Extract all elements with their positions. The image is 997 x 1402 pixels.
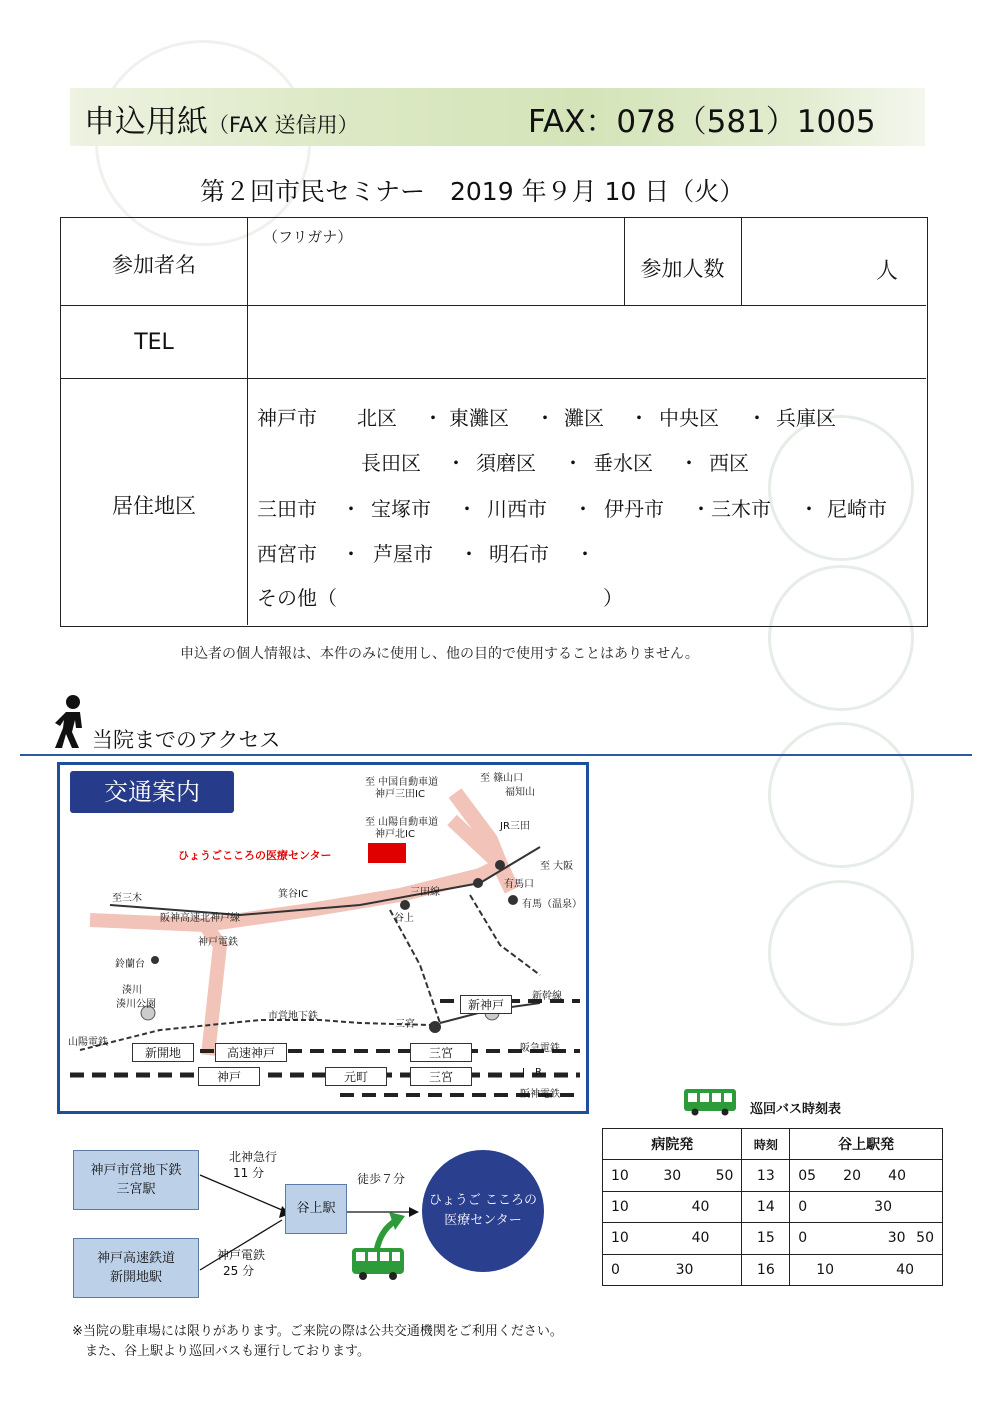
option-other-close: ） — [603, 586, 623, 610]
minute-cell: 40 — [691, 1198, 710, 1215]
hour-cell: 13 — [742, 1160, 790, 1191]
map-label: 至 中国自動車道 — [365, 777, 439, 788]
map-label: 福知山 — [505, 787, 535, 798]
option-city[interactable]: 三田市 — [257, 497, 317, 521]
tanigami-station: 谷上駅 — [285, 1184, 347, 1234]
row-divider — [61, 305, 926, 306]
option-city[interactable]: 芦屋市 — [373, 542, 433, 566]
minute-cell: 10 — [816, 1261, 835, 1278]
separator: ・ — [679, 451, 699, 475]
background-circle — [768, 722, 914, 868]
map-label: 鈴蘭台 — [115, 959, 145, 970]
map-label: 有馬口 — [504, 879, 534, 890]
header-hour: 時刻 — [742, 1129, 790, 1160]
minute-cell: 40 — [691, 1230, 710, 1247]
map-label: 市営地下鉄 — [268, 1011, 318, 1022]
map-station: 新神戸 — [460, 995, 512, 1014]
option-ward[interactable]: 須磨区 — [476, 451, 536, 475]
participant-count-field[interactable] — [745, 222, 875, 302]
option-city[interactable]: 明石市 — [489, 542, 549, 566]
map-label: 至 大阪 — [540, 861, 574, 872]
privacy-note: 申込者の個人情報は、本件のみに使用し、他の目的で使用することはありません。 — [180, 646, 699, 662]
map-label: 山陽電鉄 — [68, 1037, 108, 1048]
hour-cell: 14 — [742, 1191, 790, 1222]
access-title: 当院までのアクセス — [92, 728, 281, 752]
separator: ・ — [691, 497, 711, 521]
access-divider — [20, 754, 972, 756]
furigana-label: （フリガナ） — [263, 228, 353, 246]
minute-cell: 30 — [887, 1230, 906, 1247]
minute-cell: 10 — [611, 1230, 629, 1247]
option-ward[interactable]: 灘区 — [564, 406, 604, 430]
hospital-destination: ひょうご こころの 医療センター — [422, 1150, 544, 1272]
map-label: JR三田 — [500, 821, 530, 832]
minute-cell: 20 — [843, 1167, 861, 1184]
map-title: 交通案内 — [70, 771, 234, 813]
footnote — [72, 1322, 563, 1362]
participant-name-field[interactable] — [251, 248, 621, 302]
minute-cell: 0 — [798, 1230, 808, 1247]
option-ward[interactable]: 兵庫区 — [776, 406, 836, 430]
seminar-title: 第２回市民セミナー 2019 年９月 10 日（火） — [200, 177, 745, 206]
minute-cell: 50 — [916, 1230, 934, 1247]
map-label: 神戸三田IC — [375, 789, 425, 800]
map-label: 三宮 — [395, 1019, 415, 1030]
map-label: 至三木 — [112, 893, 142, 904]
map-label: 有馬（温泉） — [522, 899, 582, 910]
tel-field[interactable] — [251, 308, 921, 376]
map-label: 三田線 — [410, 887, 440, 898]
form-title — [84, 96, 359, 141]
route-diagram — [57, 1120, 589, 1310]
minute-cell: 30 — [663, 1167, 682, 1184]
separator: ・ — [575, 542, 595, 566]
other-area-field[interactable] — [351, 580, 601, 610]
map-label: 箕谷IC — [278, 889, 308, 900]
background-circle — [768, 880, 914, 1026]
map-label: 新幹線 — [532, 991, 562, 1002]
minute-cell: 10 — [611, 1198, 629, 1215]
minute-cell: 30 — [675, 1261, 694, 1278]
timetable-header-row — [603, 1129, 943, 1160]
map-station: 元町 — [325, 1067, 387, 1086]
option-city[interactable]: 伊丹市 — [604, 497, 664, 521]
map-station: 三宮 — [410, 1067, 472, 1086]
minute-cell: 10 — [611, 1167, 629, 1184]
minute-cell: 50 — [715, 1167, 734, 1184]
bus-timetable — [602, 1128, 943, 1286]
column-divider — [741, 218, 742, 305]
map-label: 湊川 — [122, 985, 142, 996]
origin-shinkaichi: 神戸高速鉄道 新開地駅 — [73, 1238, 199, 1298]
separator: ・ — [573, 497, 593, 521]
footnote-line: また、谷上駅より巡回バスも運行しております。 — [72, 1344, 370, 1359]
area-label: 居住地区 — [112, 494, 196, 518]
option-ward[interactable]: 垂水区 — [593, 451, 653, 475]
option-ward[interactable]: 中央区 — [659, 406, 719, 430]
participant-count-label: 参加人数 — [640, 257, 725, 281]
hour-cell: 16 — [742, 1254, 790, 1285]
application-form-table — [60, 217, 928, 627]
bus-icon — [682, 1088, 738, 1116]
separator: ・ — [457, 497, 477, 521]
origin-sannomiya: 神戸市営地下鉄 三宮駅 — [73, 1150, 199, 1210]
header-station-departure: 谷上駅発 — [790, 1129, 943, 1160]
minute-cell: 40 — [896, 1261, 914, 1278]
map-label: 湊川公園 — [116, 999, 156, 1010]
route-time-label: 11 分 — [233, 1166, 265, 1180]
fax-number: FAX：078（581）1005 — [528, 104, 876, 140]
form-title-sub: （FAX 送信用） — [208, 113, 359, 137]
route-line-label: 北神急行 — [229, 1150, 278, 1164]
map-station: 三宮 — [410, 1043, 472, 1062]
walking-person-icon — [52, 694, 92, 750]
map-station: 高速神戸 — [215, 1043, 287, 1062]
separator: ・ — [459, 542, 479, 566]
option-city[interactable]: 尼崎市 — [827, 497, 887, 521]
minute-cell: 40 — [888, 1167, 906, 1184]
walk-label: 徒歩７分 — [357, 1172, 406, 1186]
option-ward[interactable]: 長田区 — [361, 451, 421, 475]
participant-name-label: 参加者名 — [112, 253, 196, 277]
map-label: 阪急電鉄 — [520, 1043, 560, 1054]
option-city[interactable]: 川西市 — [487, 497, 547, 521]
option-city[interactable]: 宝塚市 — [371, 497, 431, 521]
access-map — [57, 762, 589, 1114]
map-label: 至 篠山口 — [480, 773, 524, 784]
row-divider — [61, 378, 926, 379]
map-label: 谷上 — [394, 913, 414, 924]
table-row — [603, 1254, 943, 1285]
table-row — [603, 1160, 943, 1191]
bus-timetable-caption: 巡回バス時刻表 — [750, 1102, 842, 1117]
separator: ・ — [341, 542, 361, 566]
hospital-map-label: ひょうごこころの医療センター — [178, 849, 332, 862]
separator: ・ — [799, 497, 819, 521]
minute-cell: 0 — [611, 1261, 620, 1278]
form-title-main: 申込用紙 — [84, 104, 208, 140]
table-row — [603, 1223, 943, 1254]
map-label: 阪神電鉄 — [520, 1089, 560, 1100]
minute-cell: 0 — [798, 1198, 808, 1215]
separator: ・ — [535, 406, 555, 430]
minute-cell: 05 — [798, 1167, 817, 1184]
column-divider — [247, 218, 248, 625]
separator: ・ — [563, 451, 583, 475]
footnote-line: ※当院の駐車場には限りがあります。ご来院の際は公共交通機関をご利用ください。 — [72, 1324, 563, 1339]
hour-cell: 15 — [742, 1223, 790, 1254]
participant-count-unit: 人 — [876, 259, 899, 284]
option-kobe-city[interactable]: 神戸市 — [257, 406, 317, 430]
separator: ・ — [629, 406, 649, 430]
table-row — [603, 1191, 943, 1222]
map-label: 神戸電鉄 — [198, 937, 238, 948]
map-station: 神戸 — [198, 1067, 260, 1086]
map-label: J R — [522, 1067, 542, 1078]
map-label: 阪神高速北神戸線 — [160, 913, 240, 924]
option-ward[interactable]: 西区 — [709, 451, 749, 475]
separator: ・ — [341, 497, 361, 521]
map-station: 新開地 — [132, 1043, 194, 1062]
option-ward[interactable]: 東灘区 — [449, 406, 509, 430]
minute-cell: 30 — [874, 1198, 892, 1215]
separator: ・ — [446, 451, 466, 475]
separator: ・ — [423, 406, 443, 430]
header-hospital-departure: 病院発 — [603, 1129, 742, 1160]
option-other-label[interactable]: その他（ — [257, 586, 337, 610]
route-time-label: 25 分 — [223, 1264, 255, 1278]
route-line-label: 神戸電鉄 — [217, 1248, 266, 1262]
option-ward[interactable]: 北区 — [357, 406, 397, 430]
map-label: 神戸北IC — [375, 829, 415, 840]
map-label: 至 山陽自動車道 — [365, 817, 439, 828]
tel-label: TEL — [134, 330, 174, 355]
option-city[interactable]: 西宮市 — [257, 542, 317, 566]
option-city[interactable]: 三木市 — [711, 497, 771, 521]
separator: ・ — [747, 406, 767, 430]
